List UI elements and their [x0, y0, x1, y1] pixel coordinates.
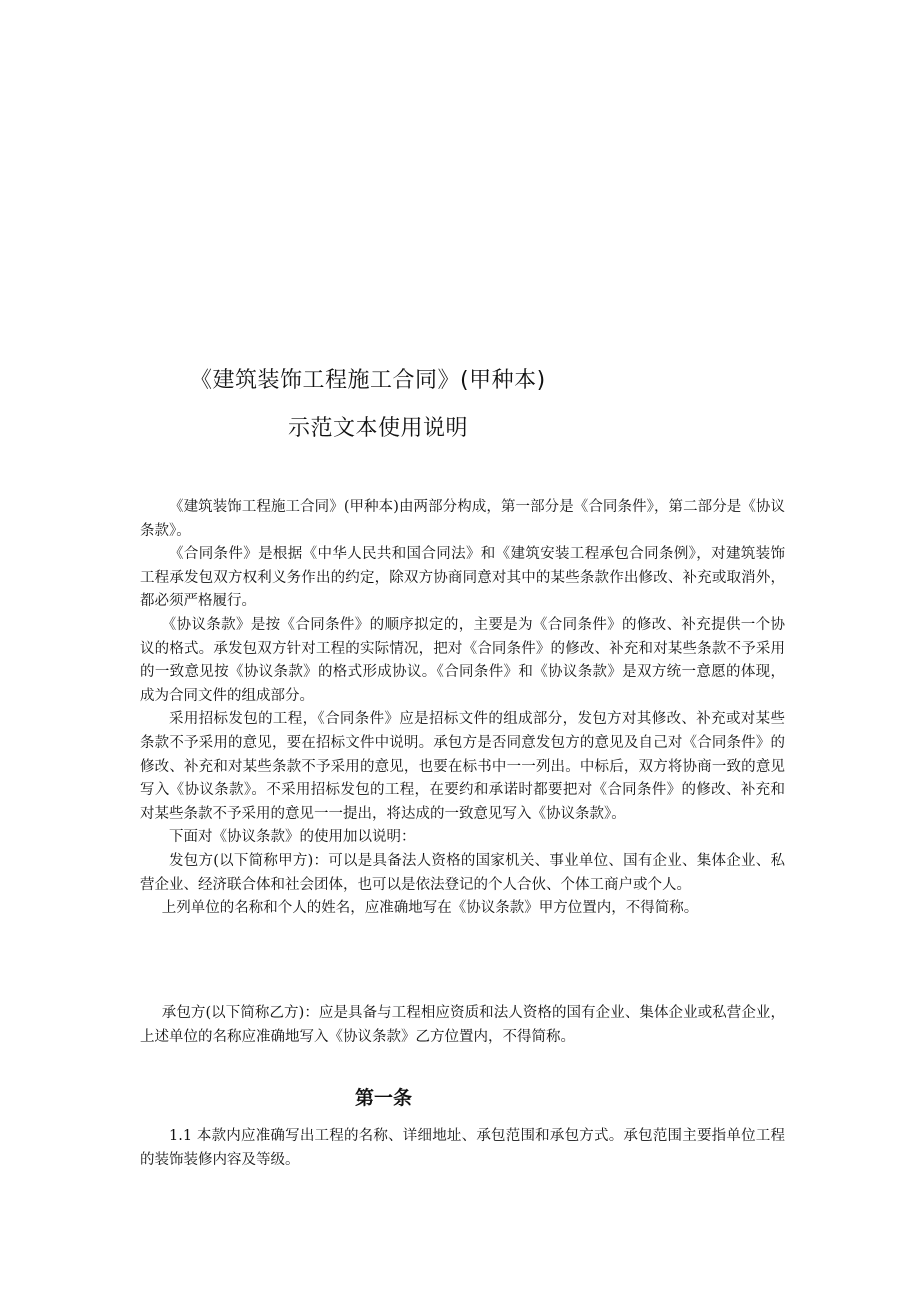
- document-title: 《建筑装饰工程施工合同》(甲种本): [190, 368, 546, 393]
- paragraph-agreement-terms: 《协议条款》是按《合同条件》的顺序拟定的，主要是为《合同条件》的修改、补充提供一个协议的格式。承发包双方针对工程的实际情况，把对《合同条件》的修改、补充和对某些条款不予采用的一致意见按《协议条款》的格式形成协议。《合同条件》和《协议条款》是双方统一意愿的体现，成为合同文件的组成部分。: [140, 616, 785, 704]
- paragraph-party-a: 发包方(以下简称甲方)：可以是具备法人资格的国家机关、事业单位、国有企业、集体企业、私营企业、经济联合体和社会团体，也可以是依法登记的个人合伙、个体工商户或个人。: [140, 852, 785, 893]
- party-b-body: [140, 1002, 785, 1049]
- clause-1-1: 1.1 本款内应准确写出工程的名称、详细地址、承包范围和承包方式。承包范围主要指单位工程的装饰装修内容及等级。: [140, 1128, 785, 1168]
- paragraph-tendering: 采用招标发包的工程，《合同条件》应是招标文件的组成部分，发包方对其修改、补充或对某些条款不予采用的意见，要在招标文件中说明。承包方是否同意发包方的意见及自己对《合同条件》的修改、补充和对某些条款不予采用的意见，也要在标书中一一列出。中标后，双方将协商一致的意见写入《协议条款》。不采用招标发包的工程，在要约和承诺时都要把对《合同条件》的修改、补充和对某些条款不予采用的意见一一提出，将达成的一致意见写入《协议条款》。: [140, 711, 785, 822]
- paragraph-intro-explanation: 下面对《协议条款》的使用加以说明：: [169, 829, 416, 846]
- article-heading: 第一条: [355, 1087, 413, 1109]
- paragraph-party-b: 承包方(以下简称乙方)：应是具备与工程相应资质和法人资格的国有企业、集体企业或私营企业，上述单位的名称应准确地写入《协议条款》乙方位置内，不得简称。: [140, 1005, 785, 1045]
- paragraph-structure: 《建筑装饰工程施工合同》(甲种本)由两部分构成，第一部分是《合同条件》，第二部分是《协议条款》。: [140, 499, 785, 539]
- paragraph-contract-conditions: 《合同条件》是根据《中华人民共和国合同法》和《建筑安装工程承包合同条例》，对建筑装饰工程承发包双方权利义务作出的约定，除双方协商同意对其中的某些条款作出修改、补充或取消外，都必须严格履行。: [140, 546, 785, 610]
- paragraph-party-a-naming: 上列单位的名称和个人的姓名，应准确地写在《协议条款》甲方位置内，不得简称。: [161, 900, 699, 917]
- usage-notes-body: [140, 496, 785, 921]
- document-subtitle: 示范文本使用说明: [288, 416, 469, 441]
- article-body: [140, 1125, 785, 1172]
